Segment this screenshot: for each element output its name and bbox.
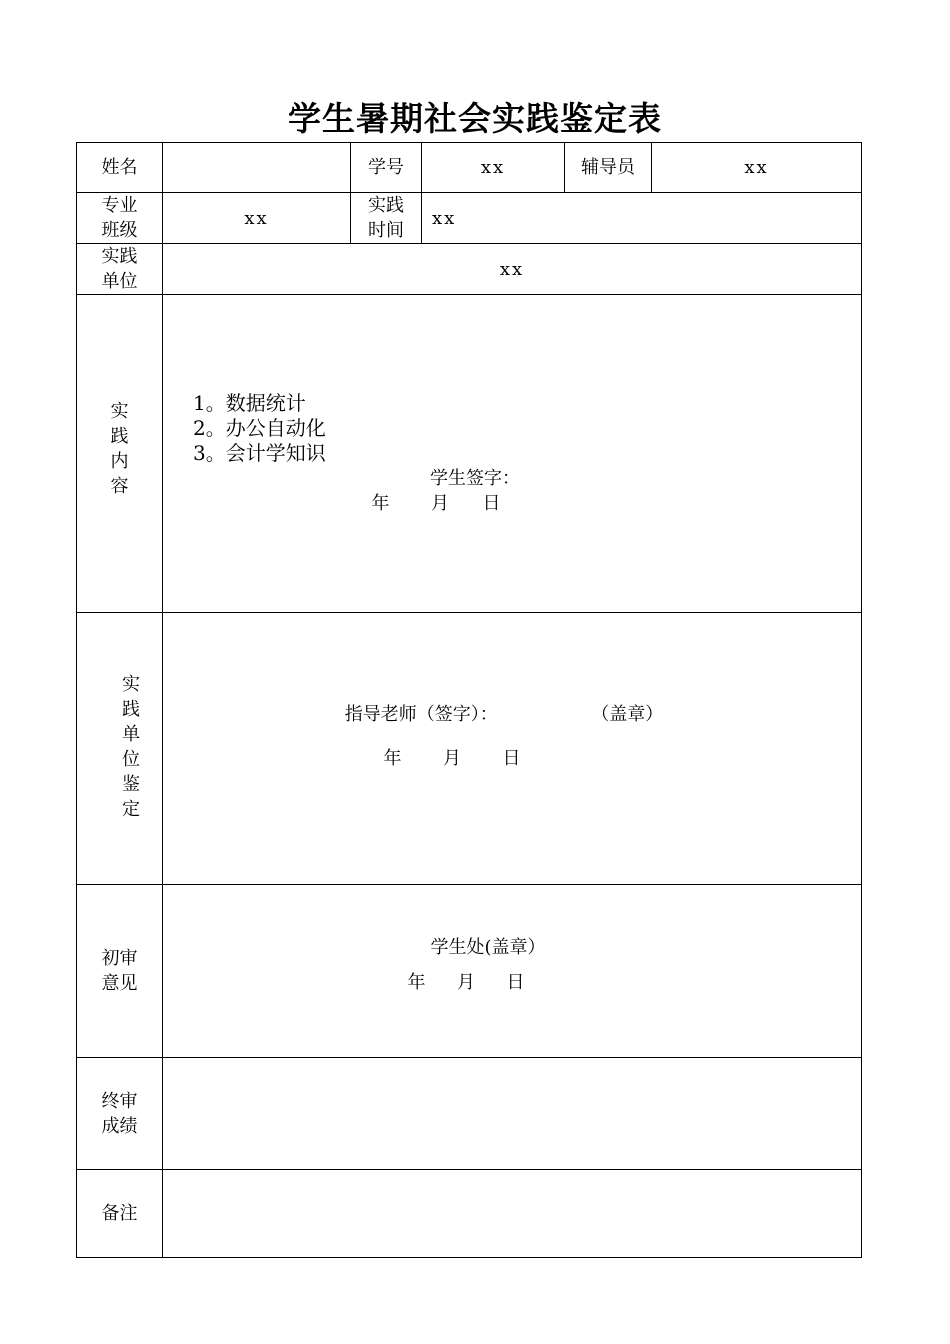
- row-final: [77, 1058, 862, 1170]
- practice-time-label: [351, 193, 422, 244]
- name-field[interactable]: [163, 143, 351, 193]
- appraisal-date: [163, 746, 802, 771]
- date-year: 年: [371, 493, 390, 514]
- major-label-line2: 班级: [101, 220, 138, 241]
- row-major: [77, 193, 862, 244]
- student-signature-label: 学生签字：: [430, 468, 520, 489]
- unit-appraisal-field[interactable]: [163, 613, 862, 885]
- teacher-signature-label: 指导老师（签字）：: [344, 704, 498, 725]
- appraisal-label-char: 鉴: [122, 773, 140, 795]
- row-remarks: [77, 1170, 862, 1258]
- teacher-signature-line: [163, 702, 854, 727]
- appraisal-label-char: 践: [122, 698, 140, 720]
- date-day: 日: [502, 748, 521, 769]
- name-label: 姓名: [77, 143, 163, 193]
- date-day: 日: [506, 972, 525, 993]
- preliminary-review-field[interactable]: [163, 885, 862, 1058]
- student-signature-date: [163, 491, 786, 516]
- row-preliminary: [77, 885, 862, 1058]
- content-list: [193, 391, 326, 466]
- page-title: 学生暑期社会实践鉴定表: [288, 99, 662, 138]
- remarks-label: 备注: [77, 1170, 163, 1258]
- major-class-field[interactable]: xx: [163, 193, 351, 244]
- row-appraisal: [77, 613, 862, 885]
- appraisal-label-char: 定: [122, 798, 140, 820]
- list-item: 2。办公自动化: [193, 416, 326, 440]
- row-content: [77, 295, 862, 613]
- unit-appraisal-label: [77, 613, 163, 885]
- remarks-field[interactable]: [163, 1170, 862, 1258]
- time-label-line1: 实践: [368, 195, 404, 216]
- row-unit: [77, 244, 862, 295]
- date-month: 月: [443, 748, 461, 769]
- date-month: 月: [431, 493, 449, 514]
- date-day: 日: [482, 493, 501, 514]
- appraisal-label-char: 实: [122, 673, 140, 695]
- counselor-field[interactable]: xx: [652, 143, 862, 193]
- appraisal-label-char: 单: [122, 723, 140, 745]
- preliminary-label-line2: 意见: [101, 973, 138, 994]
- preliminary-date: [163, 970, 816, 995]
- student-office-seal: 学生处(盖章）: [430, 937, 546, 958]
- major-label-line1: 专业: [101, 195, 138, 216]
- practice-unit-field[interactable]: xx: [163, 244, 862, 295]
- counselor-label: 辅导员: [565, 143, 652, 193]
- preliminary-label-line1: 初审: [101, 948, 138, 969]
- unit-label-line1: 实践: [101, 246, 138, 267]
- appraisal-form-table: [76, 142, 862, 1258]
- final-grade-field[interactable]: [163, 1058, 862, 1170]
- final-grade-label: [77, 1058, 163, 1170]
- preliminary-review-label: [77, 885, 163, 1058]
- final-label-line1: 终审: [101, 1090, 138, 1112]
- content-label-char: 实: [110, 400, 129, 422]
- practice-time-field[interactable]: xx: [422, 193, 862, 244]
- row-name: [77, 143, 862, 193]
- date-year: 年: [383, 748, 402, 769]
- unit-label-line2: 单位: [101, 271, 138, 292]
- list-item: 1。数据统计: [193, 391, 306, 415]
- seal-label: （盖章）: [591, 704, 664, 725]
- student-id-label: 学号: [351, 143, 422, 193]
- time-label-line2: 时间: [368, 220, 404, 241]
- practice-content-label: [77, 295, 163, 613]
- date-year: 年: [407, 972, 426, 993]
- appraisal-label-char: 位: [122, 748, 140, 770]
- content-label-char: 践: [110, 425, 129, 447]
- practice-content-field[interactable]: [163, 295, 862, 613]
- student-id-field[interactable]: xx: [422, 143, 565, 193]
- date-month: 月: [457, 972, 475, 993]
- list-item: 3。会计学知识: [193, 441, 326, 465]
- content-label-char: 容: [110, 475, 129, 497]
- content-label-char: 内: [110, 450, 129, 472]
- practice-unit-label: [77, 244, 163, 295]
- major-class-label: [77, 193, 163, 244]
- final-label-line2: 成绩: [101, 1115, 138, 1137]
